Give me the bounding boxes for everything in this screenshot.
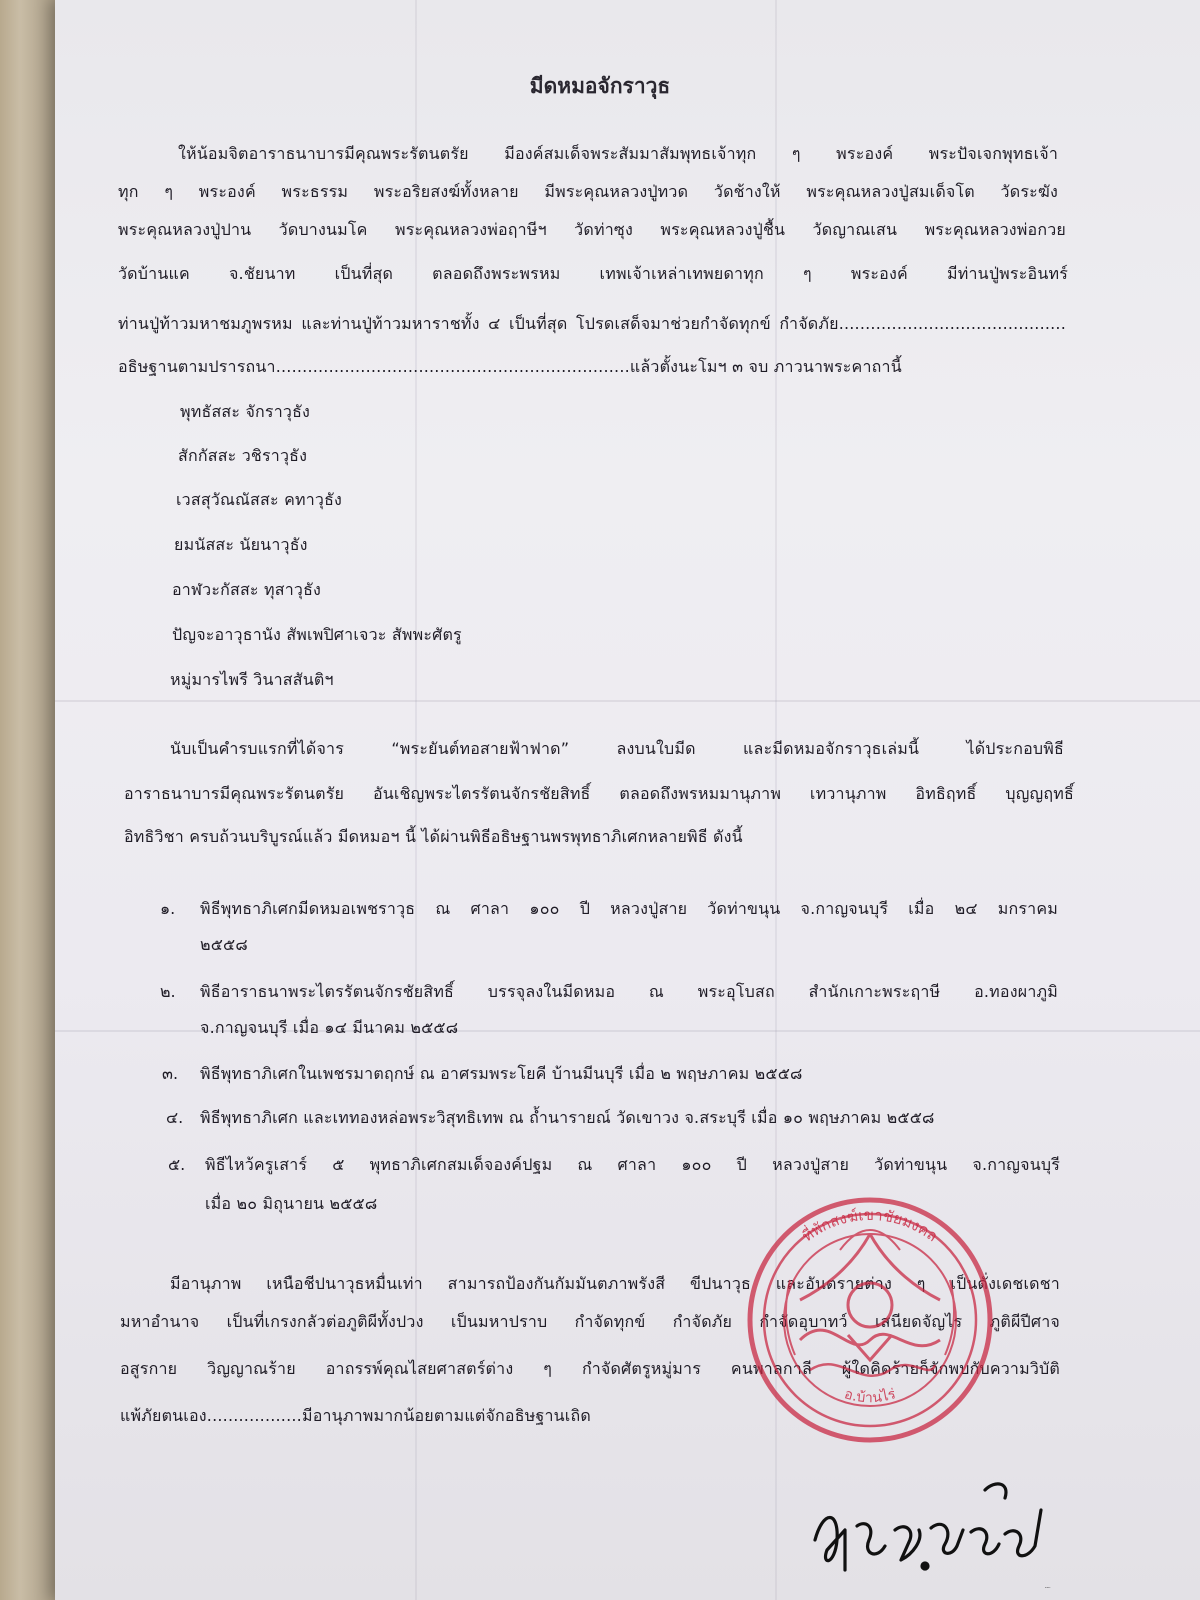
intro-line: ทุก ๆ พระองค์ พระธรรม พระอริยสงฆ์ทั้งหลาย มีพระคุณหลวงปู่ทวด วัดช้างให้ พระคุณหลวงปู่สมเด็จโต วัดระฆัง bbox=[118, 182, 1058, 201]
handwritten-signature bbox=[805, 1470, 1065, 1590]
ceremony-line: พิธีพุทธาภิเศกมีดหมอเพชราวุธ ณ ศาลา ๑๐๐ ปี หลวงปู่สาย วัดท่าขนุน จ.กาญจนบุรี เมื่อ ๒๔ มกราคม bbox=[200, 899, 1058, 918]
incantation-line: พุทธัสสะ จักราวุธัง bbox=[180, 402, 311, 421]
signature-text: พระธัมมสโร bbox=[1045, 1588, 1051, 1589]
intro-line: วัดบ้านแค จ.ชัยนาท เป็นที่สุด ตลอดถึงพระพรหม เทพเจ้าเหล่าเทพยดาทุก ๆ พระองค์ มีท่านปู่พระอินทร์ bbox=[118, 264, 1068, 283]
ceremony-number: ๕. bbox=[168, 1155, 186, 1174]
closing-line: แพ้ภัยตนเอง..................มีอานุภาพมากน้อยตามแต่จักอธิษฐานเถิด bbox=[120, 1406, 591, 1425]
stamp-top-text: ที่พักสงฆ์เขาชัยมงคล bbox=[798, 1205, 942, 1246]
incantation-line: หมู่มารไพรี วินาสสันติฯ bbox=[170, 670, 334, 689]
para2-line: อิทธิวิชา ครบถ้วนบริบูรณ์แล้ว มีดหมอฯ นี้ ได้ผ่านพิธีอธิษฐานพรพุทธาภิเศกหลายพิธี ดังนี้ bbox=[124, 827, 743, 846]
incantation-line: สักกัสสะ วชิราวุธัง bbox=[178, 446, 308, 465]
incantation-line: ยมนัสสะ นัยนาวุธัง bbox=[174, 535, 308, 554]
ceremony-line: พิธีอาราธนาพระไตรรัตนจักรชัยสิทธิ์ บรรจุลงในมีดหมอ ณ พระอุโบสถ สำนักเกาะพระฤาษี อ.ทองผาภูมิ bbox=[200, 982, 1058, 1001]
incantation-line: เวสสุวัณณัสสะ คทาวุธัง bbox=[176, 490, 343, 509]
closing-line: อสูรกาย วิญญาณร้าย อาถรรพ์คุณไสยศาสตร์ต่าง ๆ กำจัดศัตรูหมู่มาร คนพาลกาลี ผู้ใดคิดร้ายก็จักพบกับความวิบัติ bbox=[120, 1359, 1060, 1378]
paper-fold bbox=[55, 700, 1200, 702]
document-title: มีดหมอจักราวุธ bbox=[529, 74, 671, 98]
ceremony-number: ๒. bbox=[160, 982, 176, 1001]
intro-line: อธิษฐานตามปรารถนา...................................................................แล้วตั้งนะโมฯ ๓ จบ ภาวนาพระคาถานี้ bbox=[118, 357, 902, 376]
ceremony-line: พิธีไหว้ครูเสาร์ ๕ พุทธาภิเศกสมเด็จองค์ปฐม ณ ศาลา ๑๐๐ ปี หลวงปู่สาย วัดท่าขนุน จ.กาญจนบุรี bbox=[205, 1155, 1060, 1174]
ceremony-number: ๑. bbox=[160, 899, 176, 918]
para2-line: อาราธนาบารมีคุณพระรัตนตรัย อันเชิญพระไตรรัตนจักรชัยสิทธิ์ ตลอดถึงพรหมมานุภาพ เทวานุภาพ อิทธิฤทธิ์ บุญญฤทธิ์ bbox=[124, 784, 1074, 803]
incantation-line: อาฬวะกัสสะ ทุสาวุธัง bbox=[172, 580, 322, 599]
ceremony-line: ๒๕๕๘ bbox=[200, 935, 248, 954]
intro-line: ให้น้อมจิตอาราธนาบารมีคุณพระรัตนตรัย มีองค์สมเด็จพระสัมมาสัมพุทธเจ้าทุก ๆ พระองค์ พระปัจเจกพุทธเจ้า bbox=[178, 144, 1058, 163]
intro-line: ท่านปู่ท้าวมหาชมภูพรหม และท่านปู่ท้าวมหาราชทั้ง ๔ เป็นที่สุด โปรดเสด็จมาช่วยกำจัดทุกข์ กำจัดภัย........................................... bbox=[118, 314, 1066, 333]
ceremony-line: เมื่อ ๒๐ มิถุนายน ๒๕๕๘ bbox=[205, 1194, 378, 1213]
closing-line: มหาอำนาจ เป็นที่เกรงกลัวต่อภูติผีทั้งปวง เป็นมหาปราบ กำจัดทุกข์ กำจัดภัย กำจัดอุบาทว์ เสนียดจัญไร ภูติผีปีศาจ bbox=[120, 1312, 1060, 1331]
ceremony-line: พิธีพุทธาภิเศก และเททองหล่อพระวิสุทธิเทพ ณ ถ้ำนารายณ์ วัดเขาวง จ.สระบุรี เมื่อ ๑๐ พฤษภาคม ๒๕๕๘ bbox=[200, 1108, 935, 1127]
stamp-bottom-text: อ.บ้านไร่ bbox=[842, 1386, 898, 1407]
intro-line: พระคุณหลวงปู่ปาน วัดบางนมโค พระคุณหลวงพ่อฤาษีฯ วัดท่าซุง พระคุณหลวงปู่ชื้น วัดญาณเสน พระคุณหลวงพ่อกวย bbox=[118, 220, 1066, 239]
para2-line: นับเป็นคำรบแรกที่ได้จาร “พระยันต์ทอสายฟ้าฟาด” ลงบนใบมีด และมีดหมอจักราวุธเล่มนี้ ได้ประกอบพิธี bbox=[170, 739, 1064, 758]
ceremony-line: จ.กาญจนบุรี เมื่อ ๑๔ มีนาคม ๒๕๕๘ bbox=[200, 1018, 459, 1037]
ceremony-number: ๓. bbox=[162, 1064, 179, 1083]
closing-line: มีอานุภาพ เหนือชีปนาวุธหมื่นเท่า สามารถป้องกันกัมมันตภาพรังสี ขีปนาวุธ และอันตรายต่าง ๆ เป็นดั่งเดชเดชา bbox=[170, 1274, 1060, 1293]
official-seal-stamp bbox=[740, 1190, 1000, 1450]
ceremony-line: พิธีพุทธาภิเศกในเพชรมาตฤกษ์ ณ อาศรมพระโยคี บ้านมีนบุรี เมื่อ ๒ พฤษภาคม ๒๕๕๘ bbox=[200, 1064, 803, 1083]
ceremony-number: ๔. bbox=[166, 1108, 184, 1127]
incantation-line: ปัญจะอาวุธานัง สัพเพปิศาเจวะ สัพพะศัตรู bbox=[172, 625, 462, 644]
